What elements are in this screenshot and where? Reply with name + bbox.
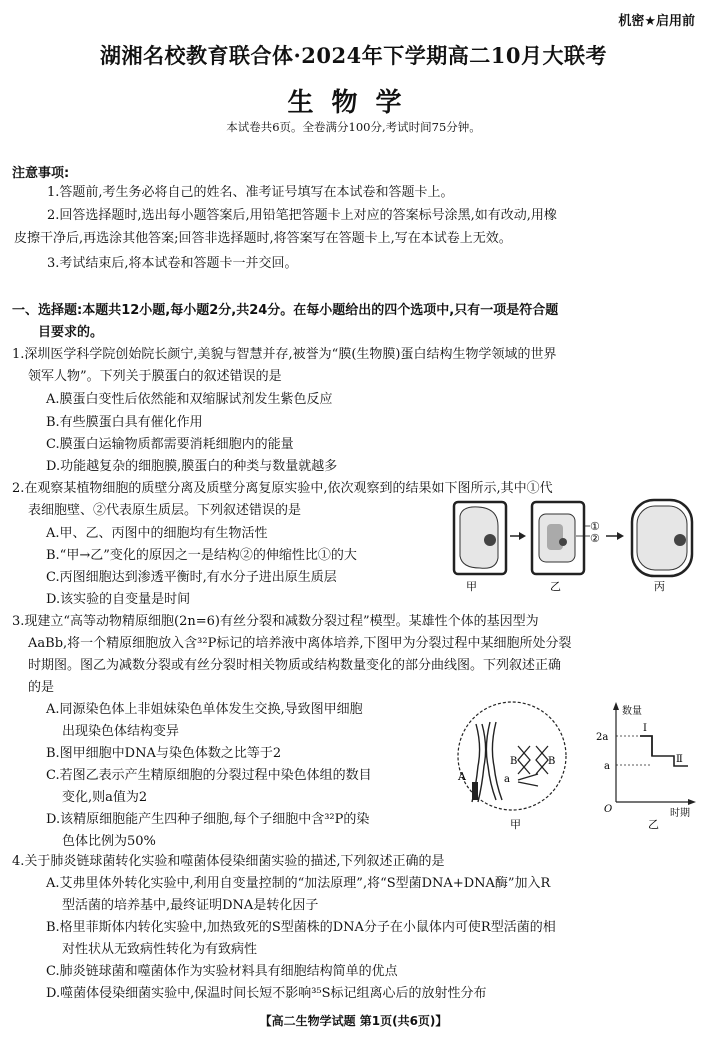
notes-heading: 注意事项: <box>12 166 70 181</box>
y-axis-arrow <box>613 702 619 710</box>
note-3: 3.考试结束后,将本试卷和答题卡一并交回。 <box>47 256 298 271</box>
section-heading-cont: 目要求的。 <box>38 325 104 340</box>
note-2: 2.回答选择题时,选出每小题答案后,用铅笔把答题卡上对应的答案标号涂黑,如有改动,用橡 <box>47 208 557 223</box>
note-1: 1.答题前,考生务必将自己的姓名、准考证号填写在本试卷和答题卡上。 <box>47 185 454 200</box>
q3-option-a: A.同源染色体上非姐妹染色单体发生交换,导致图甲细胞 <box>46 702 363 717</box>
chromosome-dark-segment <box>472 782 478 800</box>
q3-stem-4: 的是 <box>28 680 55 695</box>
q1-option-a: A.膜蛋白变性后依然能和双缩脲试剂发生紫色反应 <box>46 392 333 407</box>
fig-label-bing: 丙 <box>654 580 665 593</box>
q2-stem-cont: 表细胞壁、②代表原生质层。下列叙述错误的是 <box>28 503 302 518</box>
q3-stem-2: AaBb,将一个精原细胞放入含³²P标记的培养液中离体培养,下图甲为分裂过程中某细胞所处分裂 <box>28 636 572 651</box>
q4-stem: 4.关于肺炎链球菌转化实验和噬菌体侵染细菌实验的描述,下列叙述正确的是 <box>12 854 445 869</box>
q2-figure <box>448 496 698 596</box>
q4-option-a: A.艾弗里体外转化实验中,利用自变量控制的“加法原理”,将“S型菌DNA+DNA酶”加入R <box>46 876 551 891</box>
q1-option-b: B.有些膜蛋白具有催化作用 <box>46 415 203 430</box>
q3-stem-3: 时期图。图乙为减数分裂或有丝分裂时相关物质或结构数量变化的部分曲线图。下列叙述正确 <box>28 658 562 673</box>
fig-label-jia: 甲 <box>510 818 521 831</box>
gene-A-label: A <box>458 770 466 783</box>
q3-stem: 3.现建立“高等动物精原细胞(2n=6)有丝分裂和减数分裂过程”模型。某雄性个体的基因型为 <box>12 614 539 629</box>
q4-option-c: C.肺炎链球菌和噬菌体作为实验材料具有细胞结构简单的优点 <box>46 964 398 979</box>
q1-option-c: C.膜蛋白运输物质都需要消耗细胞内的能量 <box>46 437 294 452</box>
q3-option-d: D.该精原细胞能产生四种子细胞,每个子细胞中含³²P的染 <box>46 812 370 827</box>
segment-label-2: Ⅱ <box>676 754 683 765</box>
q2-stem: 2.在观察某植物细胞的质壁分离及质壁分离复原实验中,依次观察到的结果如下图所示,其中①代 <box>12 481 553 496</box>
gene-B1-label: B <box>510 756 518 767</box>
fig-label-jia: 甲 <box>466 580 477 593</box>
q3-option-c-cont: 变化,则a值为2 <box>62 790 148 805</box>
arrow-1-head <box>519 532 526 540</box>
curve-seg-1 <box>640 736 652 756</box>
note-2-cont: 皮擦干净后,再选涂其他答案;回答非选择题时,将答案写在答题卡上,写在本试卷上无效。 <box>14 231 512 246</box>
gene-a-label: a <box>504 774 510 785</box>
q3-figure-yi <box>588 700 698 830</box>
exam-info: 本试卷共6页。全卷满分100分,考试时间75分钟。 <box>226 120 481 134</box>
subject-title: 生物学 <box>287 88 420 118</box>
q3-option-c: C.若图乙表示产生精原细胞的分裂过程中染色体组的数目 <box>46 768 372 783</box>
x-axis-arrow <box>688 799 696 805</box>
q2-option-d: D.该实验的自变量是时间 <box>46 592 191 607</box>
tick-a: a <box>604 761 610 772</box>
q2-option-b: B.“甲→乙”变化的原因之一是结构②的伸缩性比①的大 <box>46 548 357 563</box>
q3-option-d-cont: 色体比例为50% <box>62 834 156 849</box>
exam-title: 湖湘名校教育联合体·2024年下学期高二10月大联考 <box>100 43 607 68</box>
q4-option-b-cont: 对性状从无致病性转化为有致病性 <box>62 942 258 957</box>
arrow-2-head <box>617 532 624 540</box>
q1-option-d: D.功能越复杂的细胞膜,膜蛋白的种类与数量就越多 <box>46 459 338 474</box>
q4-option-a-cont: 型活菌的培养基中,最终证明DNA是转化因子 <box>62 898 319 913</box>
origin-label: O <box>604 804 613 815</box>
cell-yi <box>532 502 584 574</box>
page-footer: 【高二生物学试题 第1页(共6页)】 <box>259 1014 448 1028</box>
mark-2: ② <box>590 532 600 545</box>
q1-stem: 1.深圳医学科学院创始院长颜宁,美貌与智慧并存,被誉为“膜(生物膜)蛋白结构生物学领域的世界 <box>12 347 557 362</box>
section-heading: 一、选择题:本题共12小题,每小题2分,共24分。在每小题给出的四个选项中,只有一项是符合题 <box>12 303 559 318</box>
cell-bing <box>632 500 692 576</box>
x-axis-label: 时期 <box>670 808 690 819</box>
mark-1: ① <box>590 520 600 533</box>
q2-option-a: A.甲、乙、丙图中的细胞均有生物活性 <box>46 526 268 541</box>
q2-option-c: C.丙图细胞达到渗透平衡时,有水分子进出原生质层 <box>46 570 337 585</box>
tick-2a: 2a <box>596 732 609 743</box>
segment-label-1: Ⅰ <box>643 723 647 734</box>
cell-jia <box>454 502 506 574</box>
confidential-mark: 机密★启用前 <box>618 14 695 29</box>
q4-option-b: B.格里菲斯体内转化实验中,加热致死的S型菌株的DNA分子在小鼠体内可使R型活菌的相 <box>46 920 556 935</box>
fig-label-yi: 乙 <box>550 580 561 593</box>
q3-option-b: B.图甲细胞中DNA与染色体数之比等于2 <box>46 746 282 761</box>
q1-stem-cont: 领军人物”。下列关于膜蛋白的叙述错误的是 <box>28 369 282 384</box>
gene-B2-label: B <box>548 756 556 767</box>
q4-option-d: D.噬菌体侵染细菌实验中,保温时间长短不影响³⁵S标记组离心后的放射性分布 <box>46 986 487 1001</box>
q3-option-a-cont: 出现染色体结构变异 <box>62 724 180 739</box>
q3-figure-jia <box>448 698 578 833</box>
y-axis-label: 数量 <box>622 706 642 717</box>
fig-label-yi: 乙 <box>648 818 659 830</box>
